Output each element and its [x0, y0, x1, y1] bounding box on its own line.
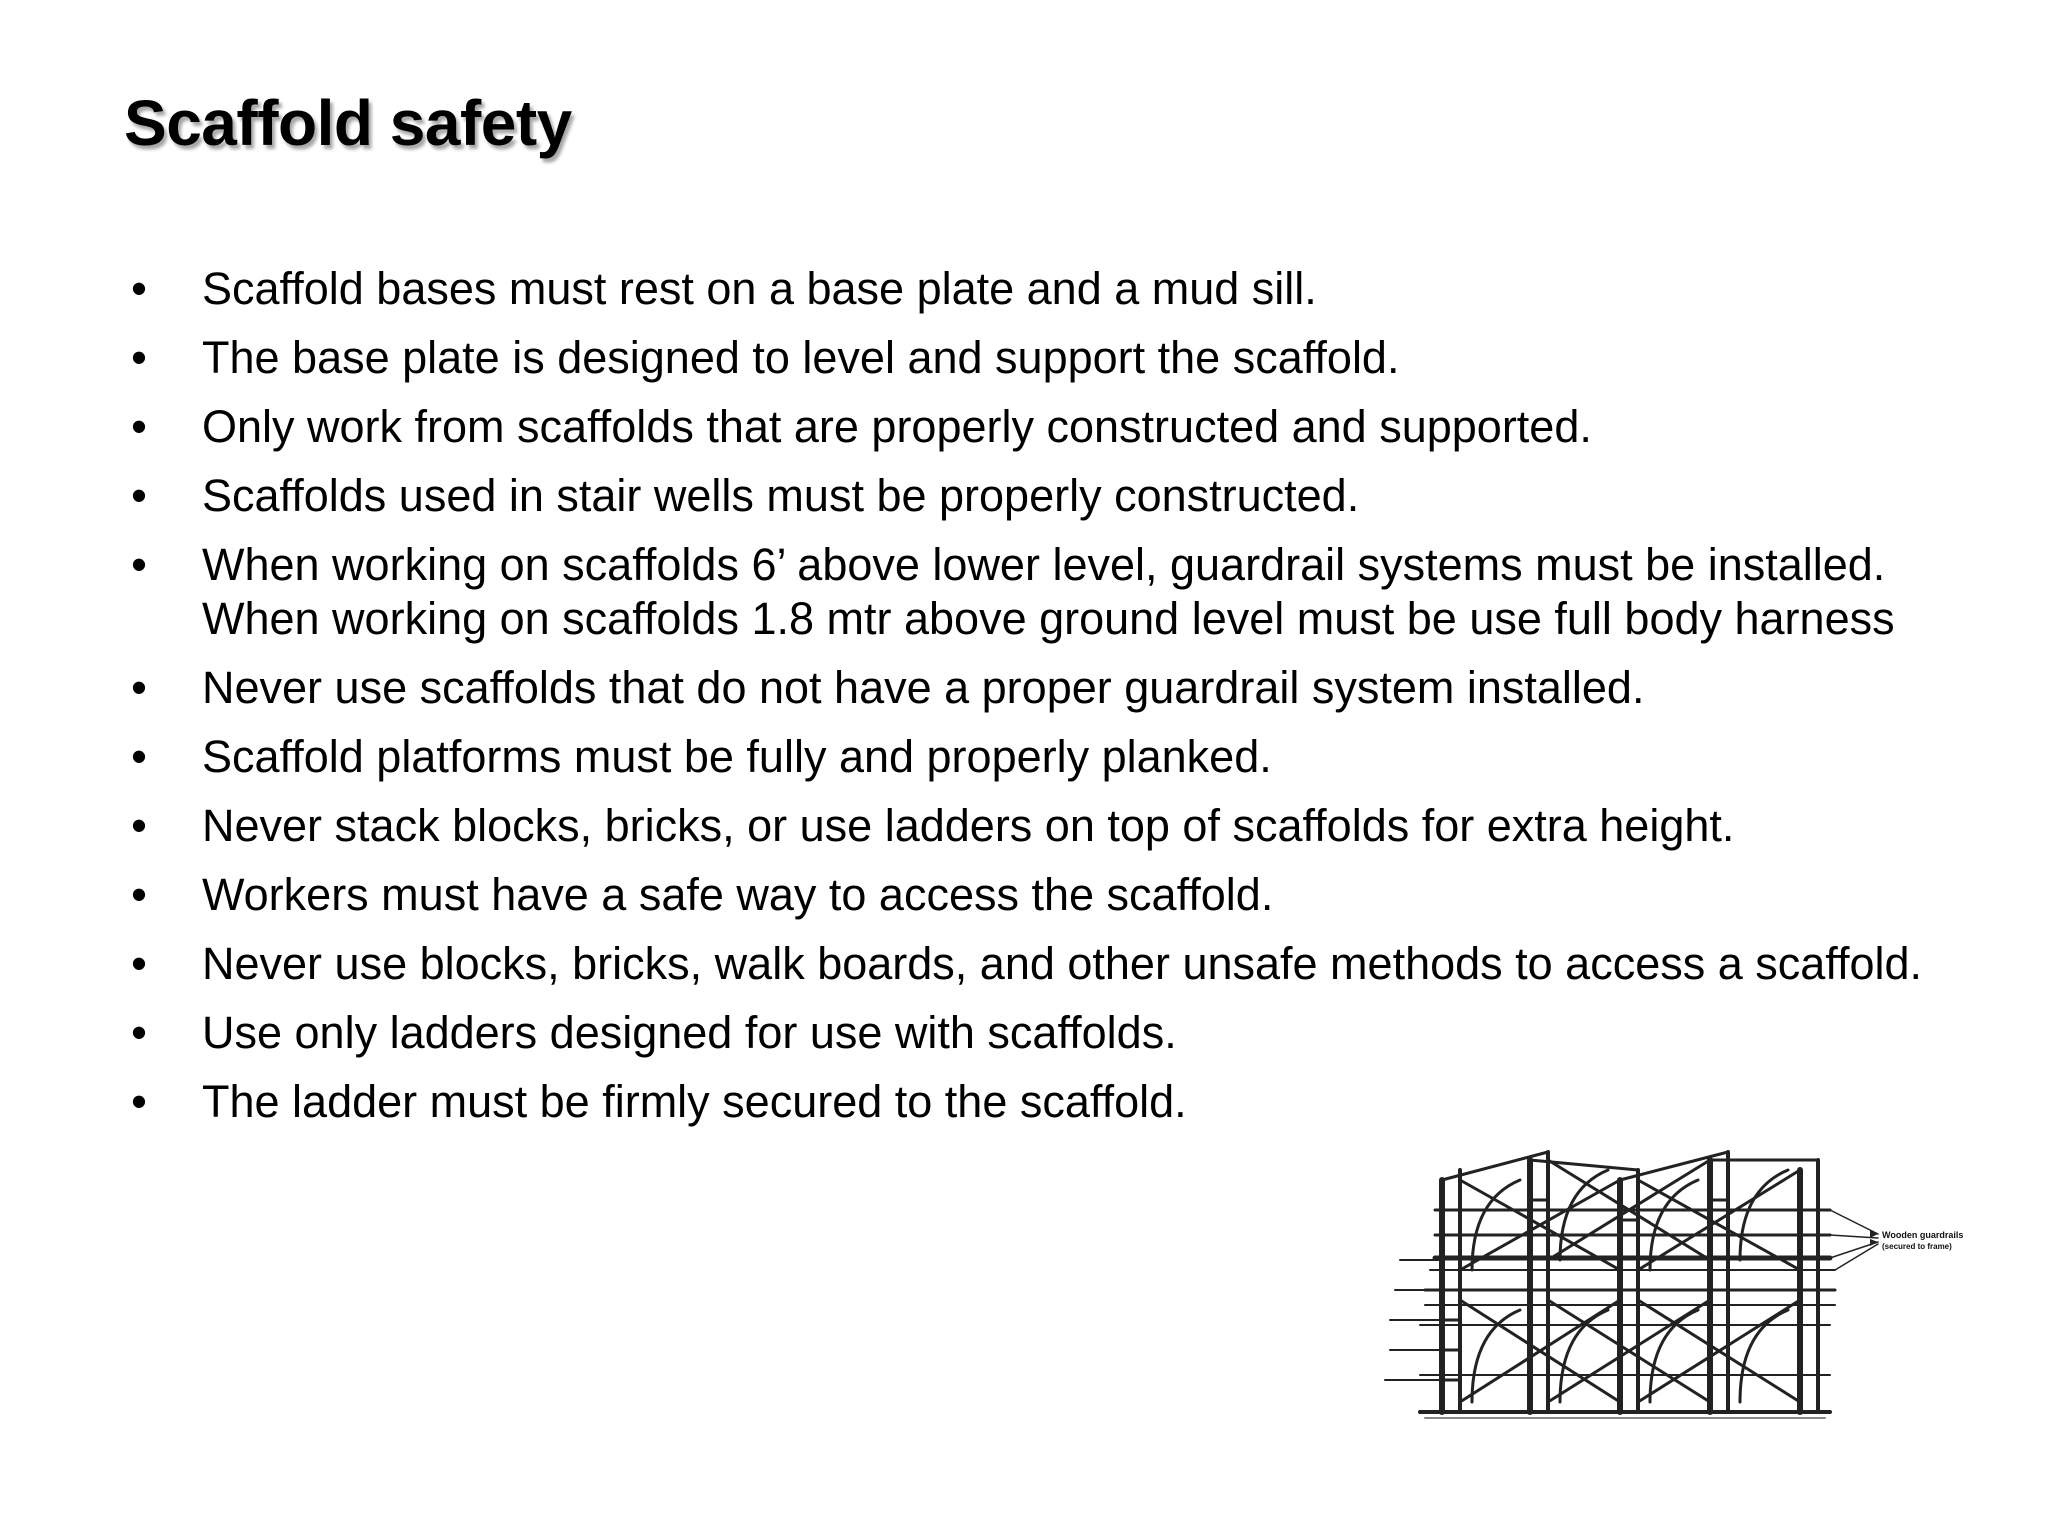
bullet-item: [124, 538, 1954, 646]
bullet-dot: •: [131, 1076, 147, 1127]
scaffold-illustration: [1380, 1140, 2000, 1430]
bullet-text: Only work from scaffolds that are properly constructed and supported.: [202, 401, 1592, 452]
bullet-item: [124, 262, 1954, 316]
bullet-item: [124, 937, 1954, 991]
bullet-text: Scaffold platforms must be fully and properly planked.: [202, 731, 1272, 782]
bullet-item: [124, 1075, 1954, 1129]
bullet-text: When working on scaffolds 6’ above lower level, guardrail systems must be installed. When working on scaffolds 1.8 mtr above ground level must be use full body harness: [202, 539, 1895, 644]
bullet-dot: •: [131, 869, 147, 920]
bullet-dot: •: [131, 332, 147, 383]
bullet-dot: •: [131, 401, 147, 452]
bullet-dot: •: [131, 1007, 147, 1058]
bullet-text: Scaffolds used in stair wells must be properly constructed.: [202, 470, 1360, 521]
bullet-text: Never stack blocks, bricks, or use ladders on top of scaffolds for extra height.: [202, 800, 1735, 851]
callout-line2: (secured to frame): [1882, 1242, 1952, 1251]
bullet-item: [124, 730, 1954, 784]
bullet-dot: •: [131, 470, 147, 521]
bullet-dot: •: [131, 800, 147, 851]
bullet-item: [124, 661, 1954, 715]
slide-title: Scaffold safety: [124, 87, 572, 159]
bullet-dot: •: [131, 731, 147, 782]
bullet-dot: •: [131, 662, 147, 713]
bullet-item: [124, 331, 1954, 385]
bullet-item: [124, 799, 1954, 853]
bullet-item: [124, 469, 1954, 523]
bullet-text: Workers must have a safe way to access the scaffold.: [202, 869, 1274, 920]
bullet-text: Use only ladders designed for use with scaffolds.: [202, 1007, 1177, 1058]
bullet-text: Never use blocks, bricks, walk boards, and other unsafe methods to access a scaffold.: [202, 938, 1923, 989]
bullet-text: Never use scaffolds that do not have a proper guardrail system installed.: [202, 662, 1645, 713]
bullet-dot: •: [131, 938, 147, 989]
callout-line1: Wooden guardrails: [1882, 1230, 1964, 1240]
bullet-list: [124, 262, 1954, 1144]
bullet-text: The ladder must be firmly secured to the scaffold.: [202, 1076, 1187, 1127]
bullet-item: [124, 1006, 1954, 1060]
bullet-item: [124, 868, 1954, 922]
bullet-text: Scaffold bases must rest on a base plate and a mud sill.: [202, 263, 1317, 314]
bullet-dot: •: [131, 263, 147, 314]
bullet-item: [124, 400, 1954, 454]
bullet-dot: •: [131, 539, 147, 590]
bullet-text: The base plate is designed to level and support the scaffold.: [202, 332, 1400, 383]
